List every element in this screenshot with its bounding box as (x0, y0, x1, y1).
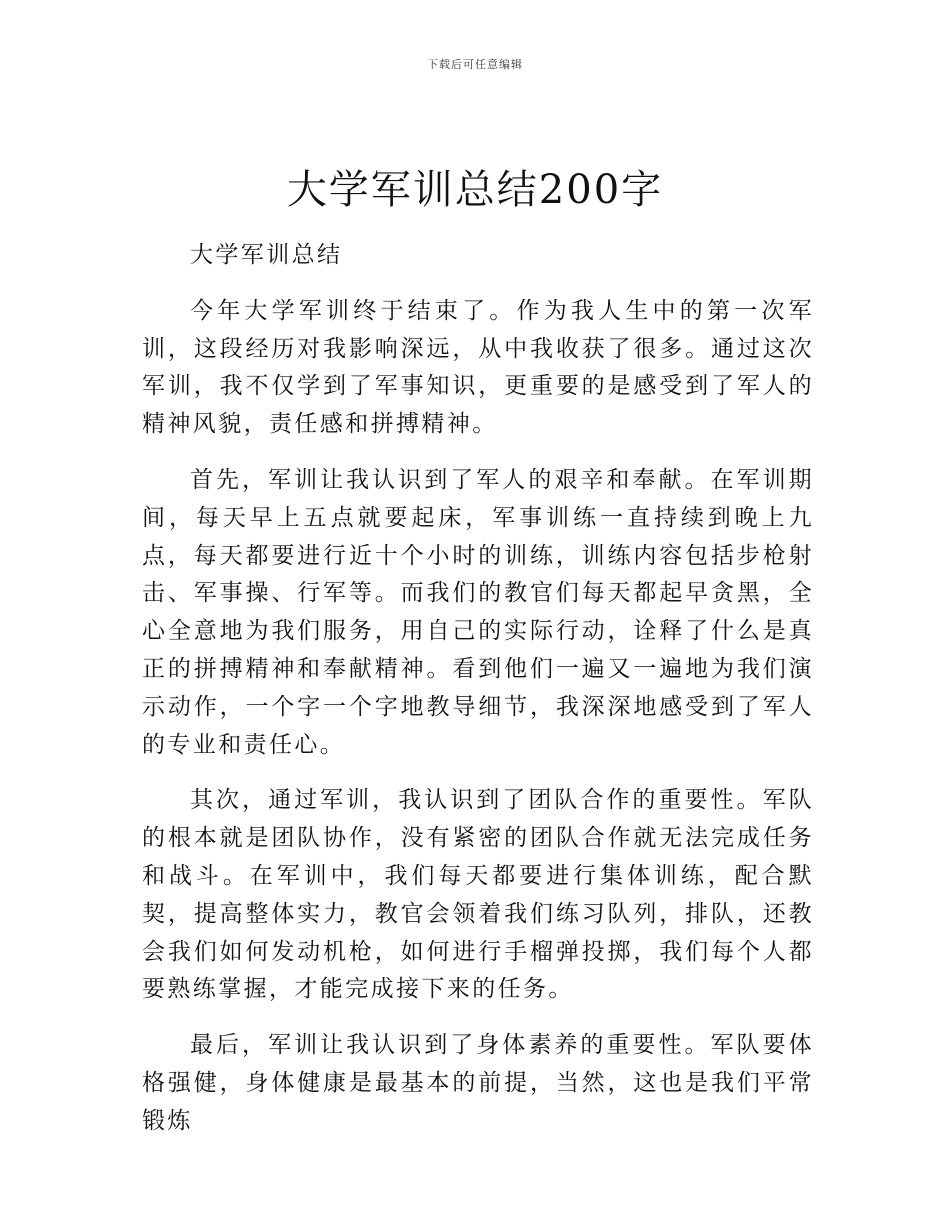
paragraph-intro: 今年大学军训终于结束了。作为我人生中的第一次军训，这段经历对我影响深远，从中我收获了很多。通过这次军训，我不仅学到了军事知识，更重要的是感受到了军人的精神风貌，责任感和拼搏精神。 (142, 297, 814, 438)
paragraph-last: 最后，军训让我认识到了身体素养的重要性。军队要体格强健，身体健康是最基本的前提，当然，这也是我们平常锻炼 (142, 1032, 814, 1134)
document-title: 大学军训总结200字 (286, 167, 664, 213)
header-note: 下载后可任意编辑 (427, 58, 523, 71)
document-body (142, 237, 814, 1159)
paragraph-subtitle: 大学军训总结 (190, 242, 343, 268)
paragraph-first: 首先，军训让我认识到了军人的艰辛和奉献。在军训期间，每天早上五点就要起床，军事训练一直持续到晚上九点，每天都要进行近十个小时的训练，训练内容包括步枪射击、军事操、行军等。而我们的教官们每天都起早贪黑，全心全意地为我们服务，用自己的实际行动，诠释了什么是真正的拼搏精神和奉献精神。看到他们一遍又一遍地为我们演示动作，一个字一个字地教导细节，我深深地感受到了军人的专业和责任心。 (142, 466, 814, 758)
paragraph-second: 其次，通过军训，我认识到了团队合作的重要性。军队的根本就是团队协作，没有紧密的团队合作就无法完成任务和战斗。在军训中，我们每天都要进行集体训练，配合默契，提高整体实力，教官会领着我们练习队列，排队，还教会我们如何发动机枪，如何进行手榴弹投掷，我们每个人都要熟练掌握，才能完成接下来的任务。 (142, 787, 814, 1003)
